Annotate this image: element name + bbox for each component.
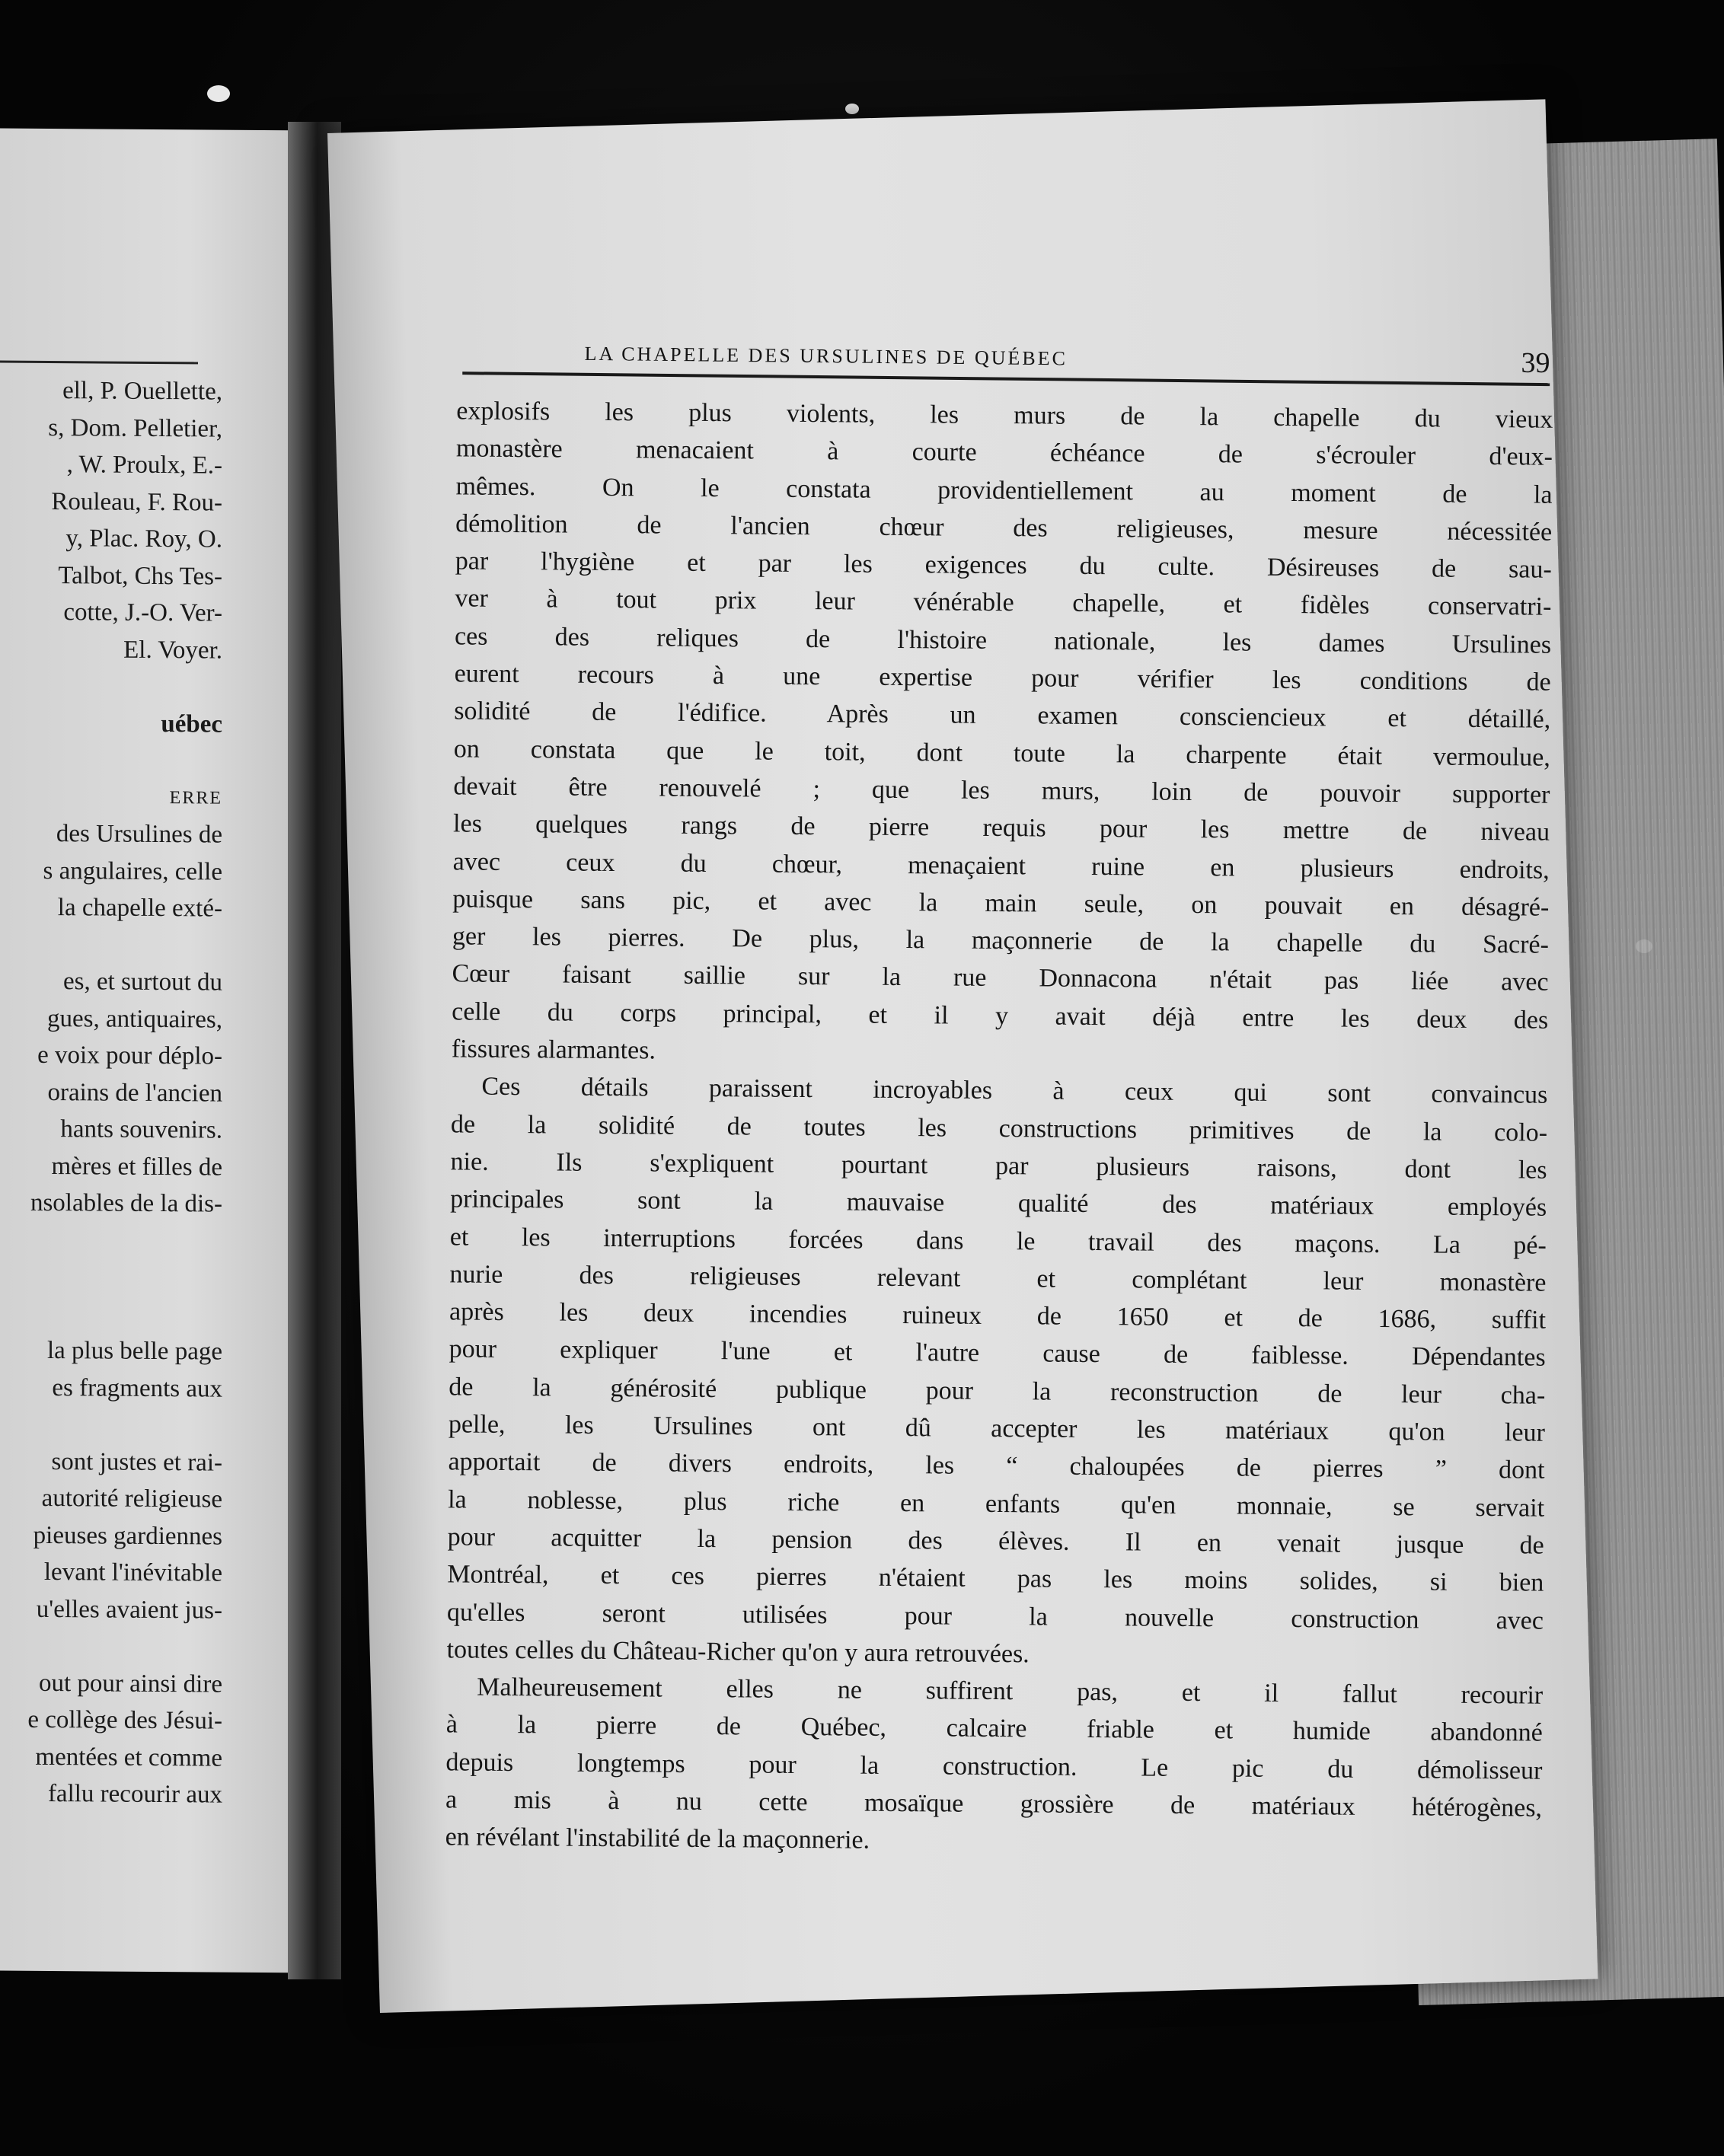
text-line: en révélant l'instabilité de la maçonnerie. [445,1823,870,1855]
left-line: cotte, J.-O. Ver- [63,598,222,627]
text-line: Malheureusement elles ne suffirent pas, et il fallut recourir [477,1673,1544,1710]
left-line: gues, antiquaires, [46,1004,222,1034]
left-line [0,1220,222,1259]
text-line: de la générosité publique pour la reconstruction de leur cha- [449,1373,1546,1410]
text-line: fissures alarmantes. [451,1035,656,1065]
text-line: la noblesse, plus riche en enfants qu'en monnaie, se servait [448,1485,1545,1523]
text-line: pour expliquer l'une et l'autre cause de faiblesse. Dépendantes [449,1335,1546,1373]
left-line: mentées et comme [35,1743,222,1772]
text-line: solidité de l'édifice. Après un examen consciencieux et détaillé, [454,697,1551,735]
body-text [445,392,1553,1864]
text-line: pelle, les Ursulines ont dû accepter les matériaux qu'on leur [448,1410,1546,1447]
left-line [0,1405,222,1444]
dust-speck [207,85,230,102]
left-line: , W. Proulx, E.- [66,451,222,480]
left-line: e collège des Jésui- [27,1705,222,1735]
left-line: Rouleau, F. Rou- [51,487,222,517]
left-line: sont justes et rai- [51,1447,222,1477]
left-line: uébec [161,710,222,738]
left-line: e voix pour déplo- [37,1041,222,1070]
left-line: la chapelle exté- [57,894,222,923]
left-line: nsolables de la dis- [30,1188,222,1218]
left-line: pieuses gardiennes [33,1521,222,1551]
text-line: avec ceux du chœur, menaçaient ruine en plusieurs endroits, [452,847,1550,885]
left-line: s, Dom. Pelletier, [48,413,222,443]
left-line [0,1258,222,1296]
left-line: El. Voyer. [123,636,222,665]
text-line: depuis longtemps pour la construction. Le pic du démolisseur [445,1748,1543,1785]
dust-speck [845,104,859,114]
text-line: après les deux incendies ruineux de 1650 et de 1686, suffit [449,1297,1547,1335]
left-line: fallu recourir aux [47,1780,222,1809]
text-line: apportait de divers endroits, les “ chaloupées de pierres ” dont [448,1447,1545,1485]
left-line: es fragments aux [52,1373,222,1403]
right-page [327,99,1598,2013]
text-line: devait être renouvelé ; que les murs, loin de pouvoir supporter [453,772,1550,809]
left-line: ERRE [169,787,222,808]
text-line: à la pierre de Québec, calcaire friable et humide abandonné [445,1710,1543,1748]
left-line: mères et filles de [51,1152,222,1182]
text-line: par l'hygiène et par les exigences du culte. Désireuses de sau- [455,547,1552,584]
text-line: explosifs les plus violents, les murs de la chapelle du vieux [456,397,1553,434]
left-page [0,129,314,1973]
header-rule [462,372,1550,386]
text-line: qu'elles seront utilisées pour la nouvelle construction avec [446,1597,1544,1635]
left-line: levant l'inévitable [43,1558,222,1587]
text-line: eurent recours à une expertise pour vérifier les conditions de [454,659,1551,697]
text-line: de la solidité de toutes les constructions primitives de la colo- [450,1110,1548,1147]
text-line: et les interruptions forcées dans le travail des maçons. La pé- [449,1222,1547,1260]
page-header [462,341,1550,386]
page-number: 39 [1521,346,1550,380]
running-head: LA CHAPELLE DES URSULINES DE QUÉBEC [584,342,1068,370]
left-line: out pour ainsi dire [38,1669,222,1698]
text-line: principales sont la mauvaise qualité des matériaux employés [450,1185,1547,1222]
left-page-rule [0,361,198,365]
text-line: on constata que le toit, dont toute la charpente était vermoulue, [453,735,1550,772]
text-line: Cœur faisant saillie sur la rue Donnacona n'était pas liée avec [452,959,1549,997]
text-line: toutes celles du Château-Richer qu'on y aura retrouvées. [446,1635,1030,1669]
left-line: la plus belle page [46,1336,222,1366]
text-line: pour acquitter la pension des élèves. Il en venait jusque de [447,1523,1544,1560]
left-line [0,667,222,706]
text-line: les quelques rangs de pierre requis pour les mettre de niveau [452,809,1550,847]
left-line: u'elles avaient jus- [36,1595,222,1625]
text-line: nie. Ils s'expliquent pourtant par plusieurs raisons, dont les [450,1147,1547,1185]
left-line [0,1627,222,1666]
text-line: ver à tout prix leur vénérable chapelle, et fidèles conservatri- [455,584,1552,622]
text-line: monastère menacaient à courte échéance de s'écrouler d'eux- [455,434,1553,472]
left-line [0,1294,222,1333]
left-line: ell, P. Ouellette, [62,377,222,406]
left-line: orains de l'ancien [47,1078,222,1108]
left-line: des Ursulines de [56,820,222,849]
left-line: autorité religieuse [41,1484,222,1513]
left-line: s angulaires, celle [43,856,222,886]
text-line: nurie des religieuses relevant et complétant leur monastère [449,1260,1547,1297]
text-line: celle du corps principal, et il y avait déjà entre les deux des [452,997,1549,1035]
text-line: ces des reliques de l'histoire nationale, les dames Ursulines [454,622,1552,659]
text-line: ger les pierres. De plus, la maçonnerie de la chapelle du Sacré- [452,922,1550,959]
text-line: démolition de l'ancien chœur des religieuses, mesure nécessitée [455,509,1553,547]
text-line: mêmes. On le constata providentiellement au moment de la [455,471,1553,509]
left-line [0,925,222,964]
left-line: es, et surtout du [63,968,222,997]
left-line: y, Plac. Roy, O. [65,525,222,553]
text-line: a mis à nu cette mosaïque grossière de matériaux hétérogènes, [445,1785,1543,1823]
left-line: Talbot, Chs Tes- [58,561,222,591]
book-gutter [288,122,341,1979]
text-line: puisque sans pic, et avec la main seule, on pouvait en désagré- [452,885,1550,922]
text-line: Ces détails paraissent incroyables à ceux qui sont convaincus [481,1073,1548,1110]
left-line [0,741,222,780]
left-page-text [0,372,222,1813]
text-line: Montréal, et ces pierres n'étaient pas les moins solides, si bien [447,1560,1544,1597]
left-line: hants souvenirs. [60,1115,222,1144]
